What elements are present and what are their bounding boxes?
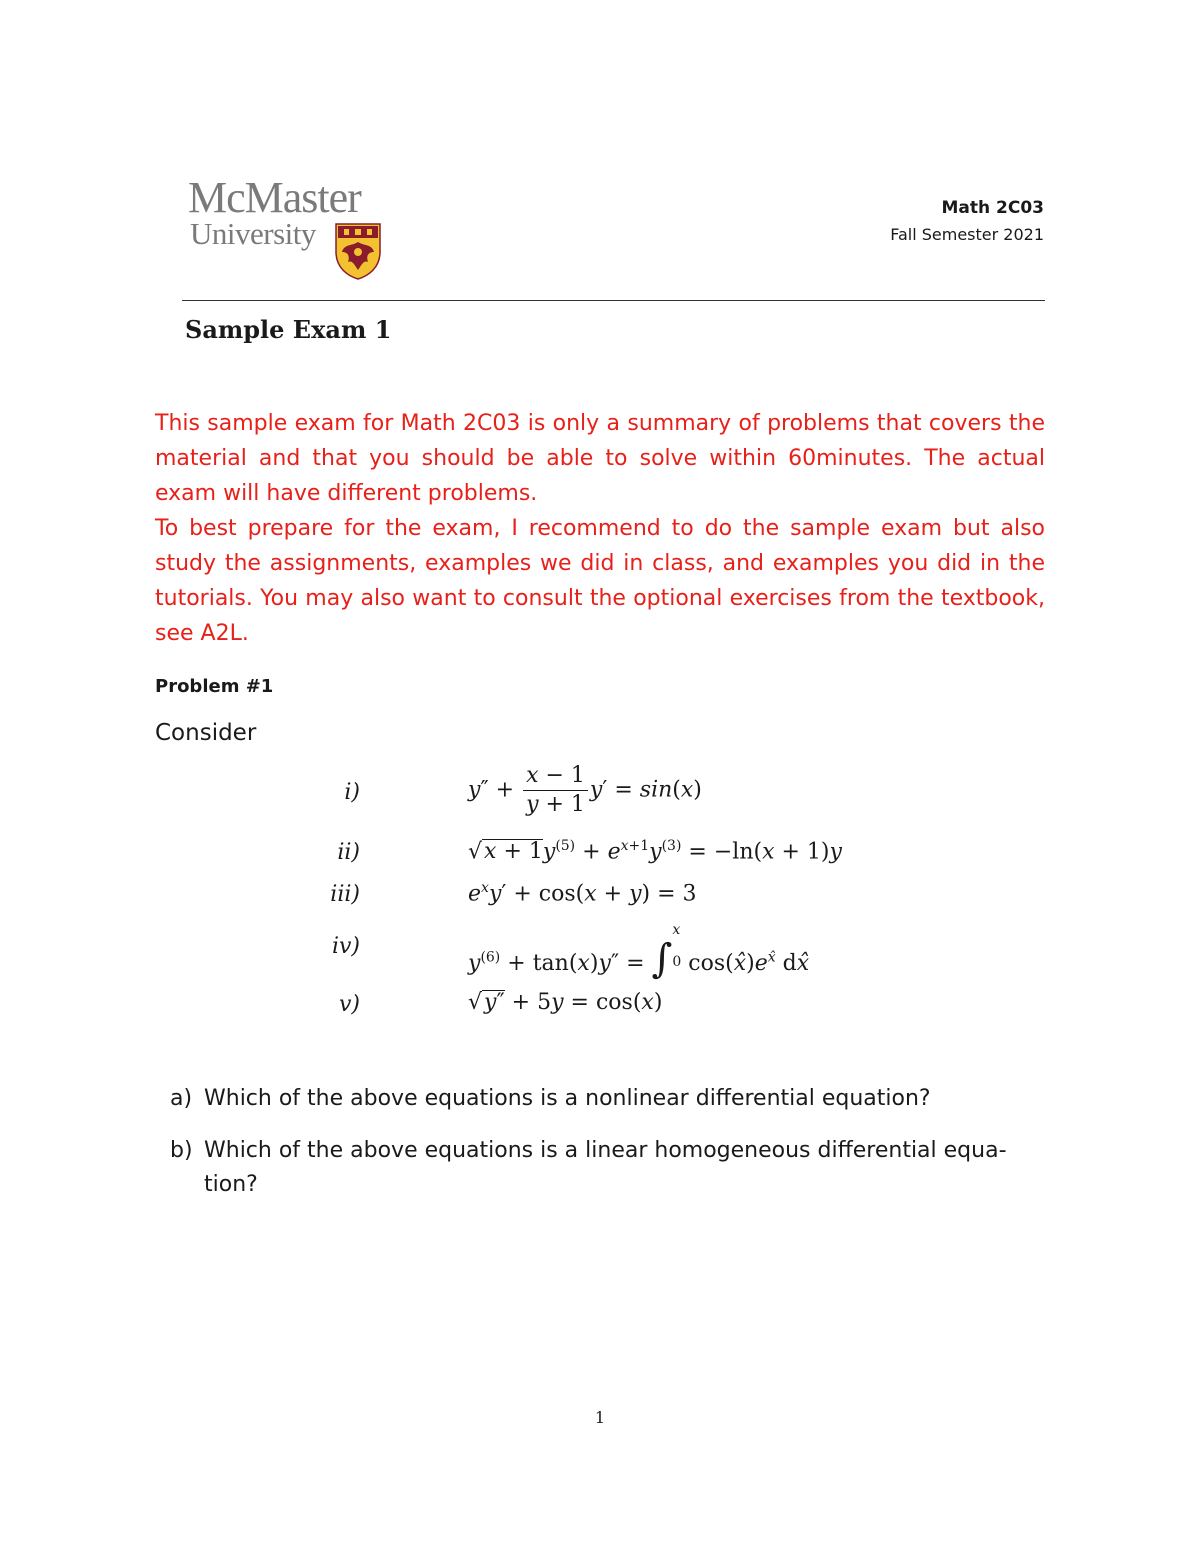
equation-label-ii: ii) — [337, 840, 360, 865]
logo-wordmark-line1: McMaster — [188, 173, 361, 222]
course-code: Math 2C03 — [941, 198, 1044, 218]
question-a-text: Which of the above equations is a nonlinear differential equation? — [204, 1086, 931, 1111]
logo-wordmark-line2: University — [190, 216, 316, 251]
intro-text — [155, 406, 1045, 651]
semester: Fall Semester 2021 — [890, 225, 1044, 244]
consider-text: Consider — [155, 720, 257, 746]
equation-iv: $y^{(6)} + \tan(x)y'' = \int x$ 0 $\cos(x̂)e^{x̂}$ dx̂ — [468, 922, 810, 982]
question-b-text: Which of the above equations is a linear homogeneous differential equa- — [204, 1138, 1007, 1163]
question-b-continued — [170, 1168, 1050, 1202]
question-b-cont-text: tion? — [204, 1172, 258, 1197]
intro-paragraph-1: This sample exam for Math 2C03 is only a summary of problems that covers the material and that you should be able to solve within 60minutes. The actual exam will have different problems. — [155, 411, 1045, 506]
equation-label-i: i) — [344, 780, 360, 805]
equation-ii: $√x + 1y^{(5)} + e^{x+1}y^{(3)} = -\ln(x + 1)y$ — [468, 838, 842, 865]
question-a-label: a) — [170, 1086, 193, 1111]
equation-label-iv: iv) — [331, 934, 360, 959]
intro-paragraph-2: To best prepare for the exam, I recommend to do the sample exam but also study the assignments, examples we did in class, and examples you did in the tutorials. You may also want to consult the optional exercises from the textbook, see A2L. — [155, 516, 1045, 646]
equation-v: √y″ + 5y = cos(x) — [468, 990, 663, 1015]
equation-label-v: v) — [338, 992, 360, 1017]
problem-heading: Problem #1 — [155, 676, 274, 697]
university-crest-icon — [334, 222, 382, 280]
equation-iii: $e^xy' + \cos(x + y) = 3$ — [468, 880, 697, 907]
equation-i: y″ + $\frac{x - 1}{y + 1}$ y′ = sin(x) — [468, 763, 702, 817]
page-number: 1 — [594, 1408, 606, 1427]
question-b-label: b) — [170, 1138, 193, 1163]
exam-title: Sample Exam 1 — [185, 315, 392, 344]
header-divider — [182, 300, 1045, 301]
question-a — [170, 1082, 1050, 1116]
equation-label-iii: iii) — [330, 882, 360, 907]
question-b — [170, 1134, 1050, 1168]
